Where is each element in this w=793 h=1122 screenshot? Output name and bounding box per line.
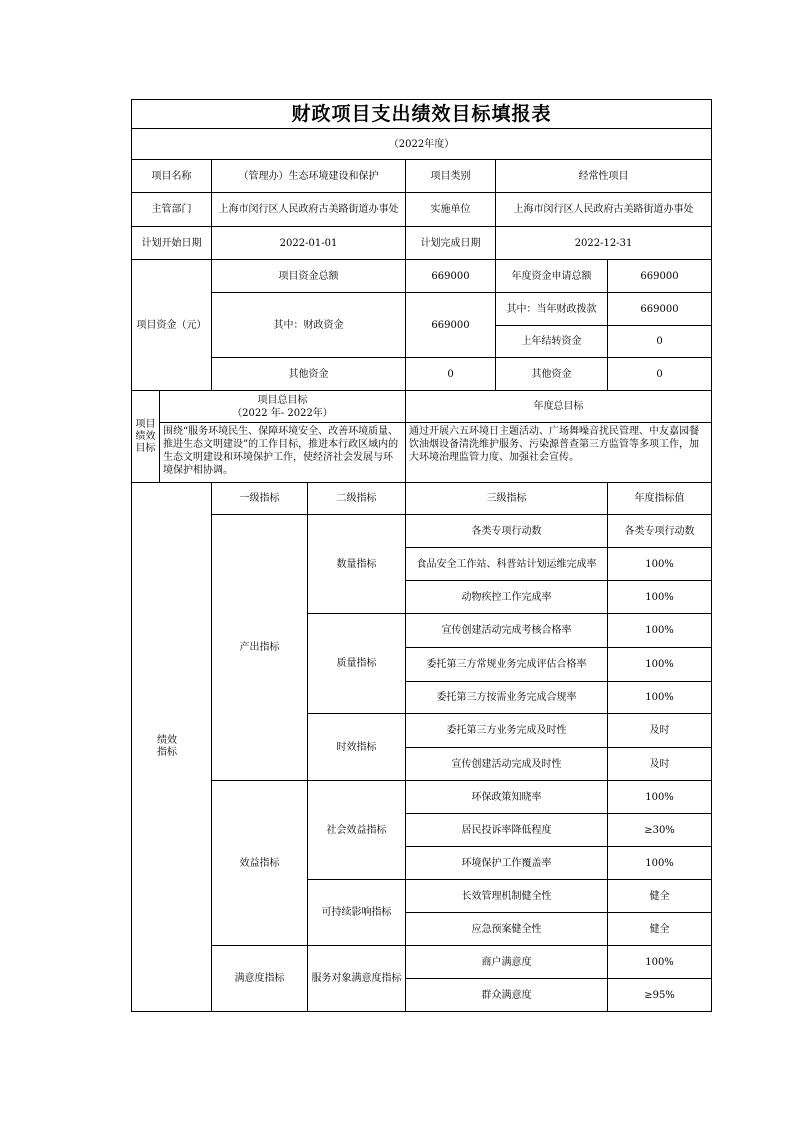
funds-label: 项目资金（元） [132,260,212,391]
indicator-name: 群众满意度 [406,979,608,1012]
indicator-name: 环境保护工作覆盖率 [406,847,608,880]
indicator-value: ≥30% [608,814,712,847]
level2-quality: 质量指标 [308,614,406,714]
indicator-value: 健全 [608,913,712,946]
indicator-value: 100% [608,548,712,581]
indicator-value: 100% [608,581,712,614]
page-title: 财政项目支出绩效目标填报表 [132,100,712,129]
indicator-value: 各类专项行动数 [608,515,712,548]
impl-label: 实施单位 [406,193,496,227]
header-level2: 二级指标 [308,483,406,515]
indicator-value: 100% [608,946,712,979]
indicator-name: 委托第三方常规业务完成评估合格率 [406,648,608,682]
funds-fiscal-label: 其中：财政资金 [212,293,406,358]
indicator-value: ≥95% [608,979,712,1012]
annual-goal-text: 通过开展六五环境日主题活动、广场舞噪音扰民管理、中友嘉园餐饮油烟设备清洗维护服务、污染源普查第三方监管等多项工作，加大环境治理监管力度、加强社会宣传。 [406,423,712,483]
funds-other-label-2: 其他资金 [496,358,608,391]
funds-current-label: 其中：当年财政拨款 [496,293,608,326]
funds-annual-label: 年度资金申请总额 [496,260,608,293]
indicator-name: 委托第三方业务完成及时性 [406,714,608,748]
header-level1: 一级指标 [212,483,308,515]
indicator-name: 宣传创建活动完成及时性 [406,748,608,781]
indicator-value: 及时 [608,748,712,781]
funds-other-value-2: 0 [608,358,712,391]
indicator-name: 环保政策知晓率 [406,781,608,814]
project-type-label: 项目类别 [406,160,496,193]
funds-carry-label: 上年结转资金 [496,326,608,358]
year-note: （2022年度） [132,129,712,160]
level1-output: 产出指标 [212,515,308,781]
overall-goal-header [160,391,406,423]
indicator-name: 委托第三方按需业务完成合规率 [406,682,608,714]
funds-other-label: 其他资金 [212,358,406,391]
level2-sustainable: 可持续影响指标 [308,880,406,946]
funds-current-value: 669000 [608,293,712,326]
goals-label: 项目绩效目标 [132,391,160,483]
indicator-name: 食品安全工作站、科普站计划运维完成率 [406,548,608,581]
funds-other-value: 0 [406,358,496,391]
form-table [131,99,712,1012]
header-value: 年度指标值 [608,483,712,515]
indicator-name: 商户满意度 [406,946,608,979]
funds-carry-value: 0 [608,326,712,358]
indicator-value: 100% [608,781,712,814]
start-date-label: 计划开始日期 [132,227,212,260]
performance-form [131,99,699,1012]
level2-timeliness: 时效指标 [308,714,406,781]
project-name-value: （管理办）生态环境建设和保护 [212,160,406,193]
indicators-label [132,483,212,1012]
indicator-name: 长效管理机制健全性 [406,880,608,913]
indicator-value: 100% [608,614,712,648]
start-date-value: 2022-01-01 [212,227,406,260]
end-date-value: 2022-12-31 [496,227,712,260]
indicator-value: 健全 [608,880,712,913]
overall-goal-text: 围绕“服务环境民生、保障环境安全、改善环境质量、推进生态文明建设”的工作目标，推进本行政区域内的生态文明建设和环境保护工作，使经济社会发展与环境保护相协调。 [160,423,406,483]
indicator-value: 及时 [608,714,712,748]
funds-fiscal-value: 669000 [406,293,496,358]
impl-value: 上海市闵行区人民政府古美路街道办事处 [496,193,712,227]
indicator-name: 应急预案健全性 [406,913,608,946]
dept-label: 主管部门 [132,193,212,227]
dept-value: 上海市闵行区人民政府古美路街道办事处 [212,193,406,227]
funds-total-value: 669000 [406,260,496,293]
end-date-label: 计划完成日期 [406,227,496,260]
level1-benefit: 效益指标 [212,781,308,946]
level1-satisfaction: 满意度指标 [212,946,308,1012]
indicator-name: 居民投诉率降低程度 [406,814,608,847]
overall-goal-label: 项目总目标 [257,394,308,406]
overall-goal-period: （2022 年- 2022年） [232,407,333,419]
project-name-label: 项目名称 [132,160,212,193]
indicator-name: 动物疾控工作完成率 [406,581,608,614]
indicator-name: 各类专项行动数 [406,515,608,548]
indicator-value: 100% [608,682,712,714]
header-level3: 三级指标 [406,483,608,515]
indicators-label-text: 绩效指标 [157,735,177,758]
funds-total-label: 项目资金总额 [212,260,406,293]
level2-social: 社会效益指标 [308,781,406,880]
indicator-value: 100% [608,847,712,880]
funds-annual-value: 669000 [608,260,712,293]
level2-service-satisfaction: 服务对象满意度指标 [308,946,406,1012]
level2-quantity: 数量指标 [308,515,406,614]
annual-goal-header: 年度总目标 [406,391,712,423]
indicator-value: 100% [608,648,712,682]
indicator-name: 宣传创建活动完成考核合格率 [406,614,608,648]
project-type-value: 经常性项目 [496,160,712,193]
